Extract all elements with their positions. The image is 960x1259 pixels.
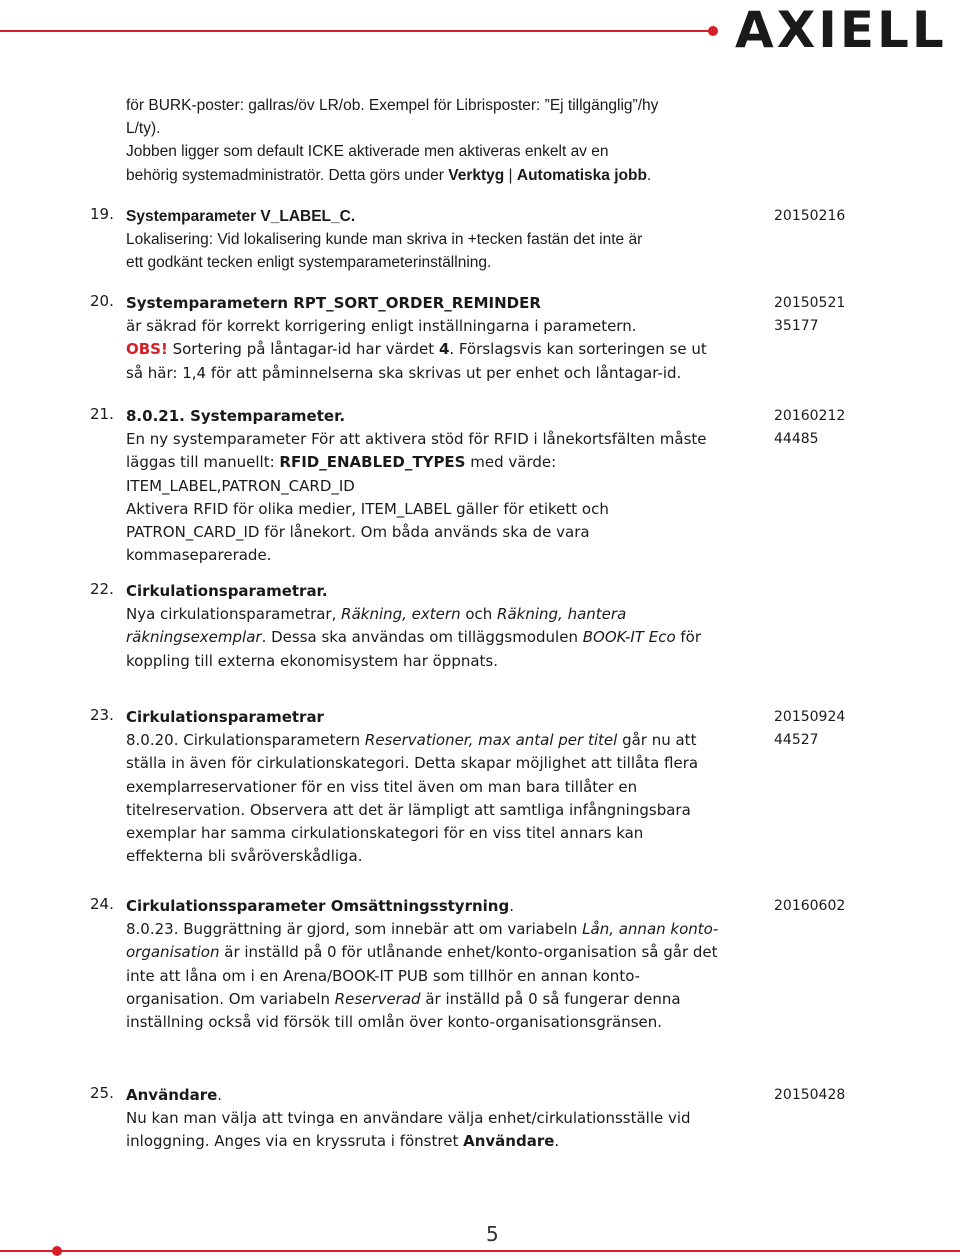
text: med värde: (465, 453, 557, 472)
obs-label: OBS! (126, 340, 168, 359)
item-content (126, 292, 756, 385)
item-line: Aktivera RFID för olika medier, ITEM_LABEL gäller för etikett och (126, 499, 609, 518)
text: Nya cirkulationsparametrar, (126, 605, 342, 624)
item-line: kommaseparerade. (126, 546, 272, 565)
item-title (126, 895, 756, 918)
item-date (774, 706, 845, 752)
text: organisation. Om variabeln (126, 989, 335, 1008)
item-line: PATRON_CARD_ID för lånekort. Om båda används ska de vara (126, 523, 590, 542)
item-line (126, 988, 756, 1011)
item-line: ITEM_LABEL,PATRON_CARD_ID (126, 476, 355, 495)
date-text: 20150521 (774, 295, 846, 311)
intro-content (126, 94, 756, 187)
text: är inställd på 0 för utlånande enhet/konto-organisation så går det (219, 943, 718, 962)
item-number: 22. (90, 580, 114, 598)
text: läggas till manuellt: (126, 453, 280, 472)
intro-line-3: Jobben ligger som default ICKE aktiverade men aktiveras enkelt av en (126, 143, 609, 161)
intro-line-4-text: behörig systemadministratör. Detta görs under (126, 166, 449, 184)
footer-rule-dot (52, 1246, 62, 1256)
item-line: exemplar har samma cirkulationskategori för en viss titel annars kan (126, 824, 644, 843)
item-title (126, 1084, 756, 1107)
item-date (774, 205, 845, 228)
item-number: 25. (90, 1084, 114, 1102)
header-rule-dot (708, 26, 718, 36)
item-date (774, 292, 845, 338)
text: . (509, 897, 514, 915)
item-line: inte att låna om i en Arena/BOOK-IT PUB som tillhör en annan konto- (126, 966, 641, 985)
text: . (217, 1086, 223, 1104)
date-text: 20150216 (774, 208, 846, 224)
item-line (126, 626, 756, 649)
item-line: så här: 1,4 för att påminnelserna ska skrivas ut per enhet och låntagar-id. (126, 363, 682, 382)
text: för (675, 628, 702, 647)
item-number: 20. (90, 292, 114, 310)
text: och (460, 605, 498, 624)
item-line: Lokalisering: Vid lokalisering kunde man skriva in +tecken fastän det inte är (126, 231, 643, 249)
item-line (126, 603, 756, 626)
text: . Förslagsvis kan sorteringen se ut (449, 340, 707, 359)
text: 8.0.20. Cirkulationsparametern (126, 731, 365, 750)
item-date (774, 1084, 845, 1107)
text: . (554, 1132, 560, 1151)
item-content (126, 706, 756, 868)
item-line: koppling till externa ekonomisystem har öppnats. (126, 651, 499, 670)
item-number: 19. (90, 205, 114, 223)
variable-name: Reserverad (334, 989, 421, 1008)
ref-number: 44527 (774, 732, 819, 749)
value-4: 4 (438, 340, 450, 359)
date-text: 20160602 (774, 898, 846, 914)
window-name: Användare (463, 1132, 555, 1151)
intro-line-4 (126, 164, 756, 187)
item-date (774, 405, 845, 451)
item-line: inställning också vid försök till omlån över konto-organisationsgränsen. (126, 1013, 663, 1032)
text: går nu att (617, 731, 697, 750)
date-text: 20160212 (774, 408, 846, 424)
param-name: räkningsexemplar (126, 628, 262, 647)
header-rule (0, 30, 712, 32)
item-content (126, 580, 756, 673)
intro-line-1: för BURK-poster: gallras/öv LR/ob. Exempel för Librisposter: ”Ej tillgänglig”/hy (126, 97, 659, 114)
item-line: ett godkänt tecken enligt systemparameterinställning. (126, 254, 492, 272)
item-title (126, 205, 756, 228)
param-name: Räkning, extern (341, 605, 461, 624)
item-line: Nu kan man välja att tvinga en användare välja enhet/cirkulationsställe vid (126, 1109, 691, 1128)
item-title (126, 580, 756, 603)
item-line (126, 338, 756, 361)
item-content (126, 1084, 756, 1154)
item-line (126, 1130, 756, 1153)
item-title-text: Cirkulationsparametrar (126, 708, 324, 726)
item-title-text: Systemparametern RPT_SORT_ORDER_REMINDER (126, 294, 541, 312)
item-line: En ny systemparameter För att aktivera stöd för RFID i lånekortsfälten måste (126, 430, 707, 449)
item-number: 24. (90, 895, 114, 913)
text: . Dessa ska användas om tilläggsmodulen (261, 628, 583, 647)
item-content (126, 205, 756, 275)
item-date (774, 895, 845, 918)
menu-verktyg: Verktyg (448, 166, 505, 184)
module-name: BOOK-IT Eco (582, 628, 676, 647)
item-line (126, 729, 756, 752)
menu-auto-jobb: Automatiska jobb (516, 166, 647, 184)
item-line: effekterna bli svåröverskådliga. (126, 847, 363, 866)
text: Sortering på låntagar-id har värdet (167, 340, 439, 359)
item-line (126, 451, 756, 474)
item-line: exemplarreservationer för en viss titel även om man bara tillåter en (126, 777, 638, 796)
item-title (126, 292, 756, 315)
ref-number: 44485 (774, 431, 819, 448)
item-title-text: Cirkulationsparametrar. (126, 582, 328, 600)
item-line: titelreservation. Observera att det är lämpligt att samtliga infångningsbara (126, 800, 691, 819)
page-number: 5 (486, 1222, 499, 1246)
param-name: Räkning, hantera (497, 605, 627, 624)
item-content (126, 895, 756, 1034)
item-line: ställa in även för cirkulationskategori. Detta skapar möjlighet att tillåta flera (126, 754, 699, 773)
item-number: 21. (90, 405, 114, 423)
item-number: 23. (90, 706, 114, 724)
date-text: 20150924 (774, 709, 846, 725)
text: 8.0.23. Buggrättning är gjord, som innebär att om variabeln (126, 920, 583, 939)
variable-name: Lån, annan konto- (582, 920, 719, 939)
item-line (126, 918, 756, 941)
param-name: Reservationer, max antal per titel (364, 731, 618, 750)
item-content (126, 405, 756, 567)
item-title (126, 706, 756, 729)
item-title (126, 405, 756, 428)
variable-name: organisation (126, 943, 220, 962)
ref-number: 35177 (774, 318, 819, 335)
date-text: 20150428 (774, 1087, 846, 1103)
axiell-logo: AXIELL (735, 1, 947, 59)
footer-rule (0, 1250, 960, 1252)
item-title-text: Användare (126, 1086, 218, 1104)
item-title-text: Systemparameter V_LABEL_C. (126, 208, 356, 225)
item-line (126, 941, 756, 964)
param-name: RFID_ENABLED_TYPES (279, 453, 466, 472)
intro-dot: . (646, 166, 652, 184)
item-title-text: 8.0.21. Systemparameter. (126, 407, 346, 425)
text: är inställd på 0 så fungerar denna (420, 989, 681, 1008)
intro-line-2: L/ty). (126, 120, 161, 138)
item-title-text: Cirkulationssparameter Omsättningsstyrning (126, 897, 510, 915)
menu-sep: | (504, 166, 517, 184)
text: inloggning. Anges via en kryssruta i fönstret (126, 1132, 464, 1151)
item-line: är säkrad för korrekt korrigering enligt inställningarna i parametern. (126, 317, 637, 336)
